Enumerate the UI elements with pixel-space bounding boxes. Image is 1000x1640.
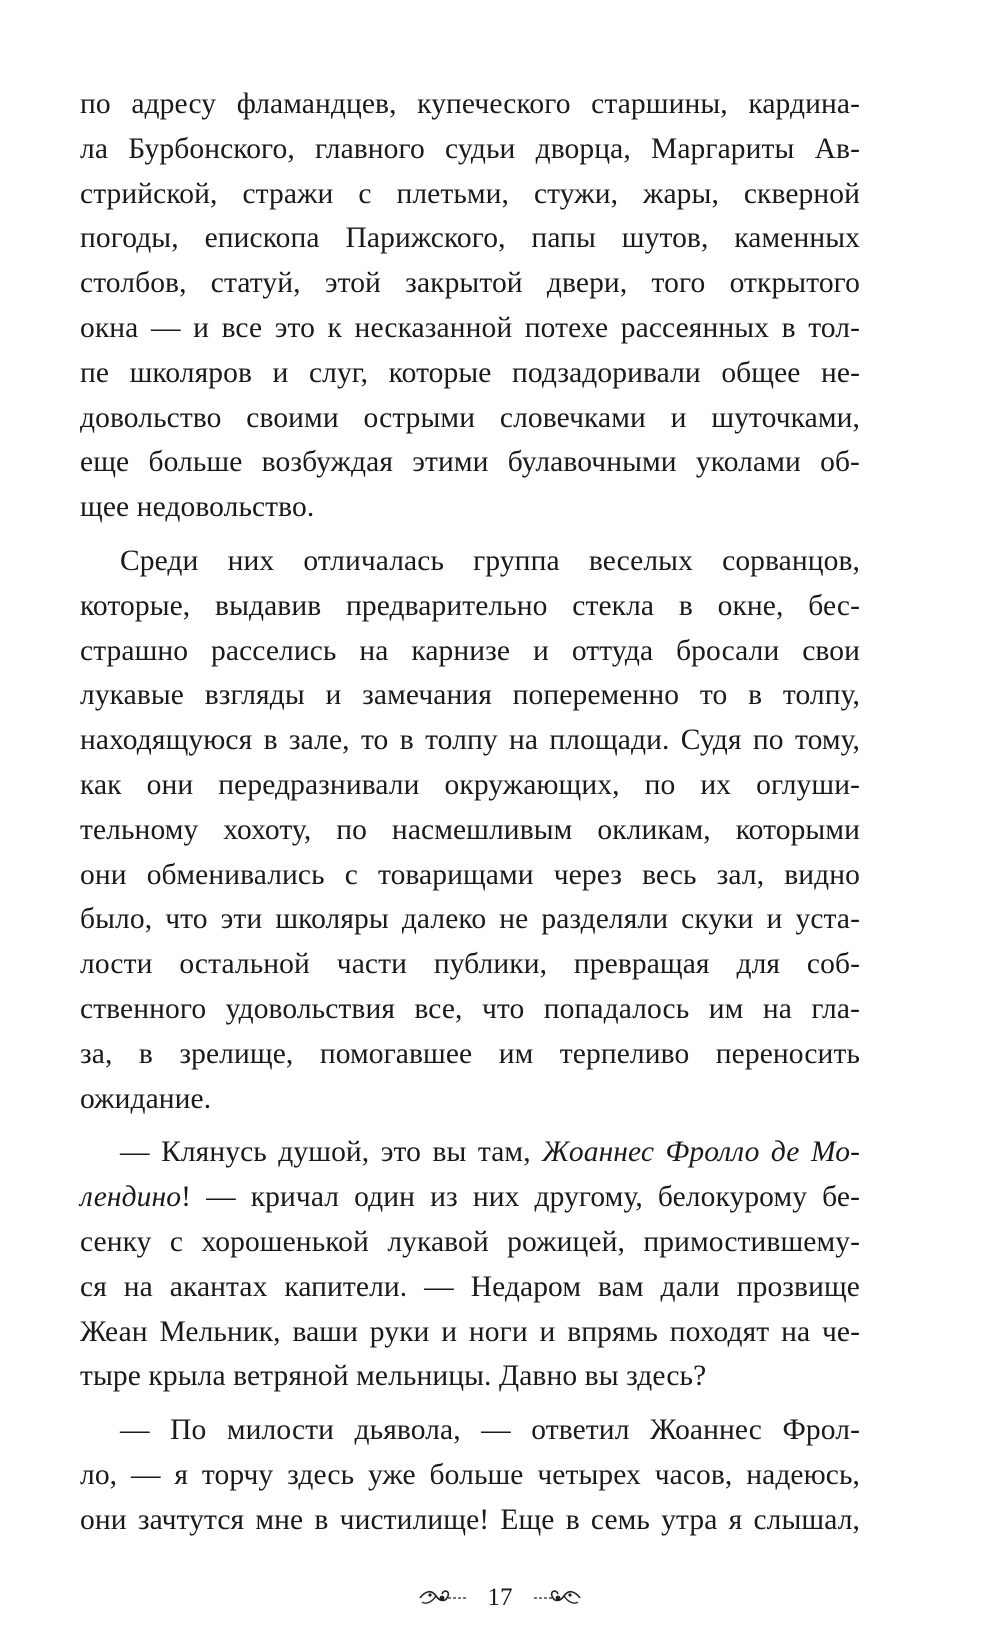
text-line: ло, — я торчу здесь уже больше четырех часов, надеюсь, — [80, 1458, 860, 1491]
text-line: тельному хохоту, по насмешливым окликам, которыми — [80, 813, 860, 846]
text-line — [80, 1175, 860, 1220]
text-line: лости остальной части публики, превращая для соб- — [80, 948, 860, 981]
page-footer — [0, 1580, 1000, 1616]
text-line: страшно расселись на карнизе и оттуда бросали свои — [80, 634, 860, 667]
text-line: ственного удовольствия все, что попадалось им на гла- — [80, 992, 860, 1025]
text-line: пе школяров и слуг, которые подзадоривали общее не- — [80, 356, 860, 389]
text-line: они зачтутся мне в чистилище! Еще в семь утра я слышал, — [80, 1503, 860, 1536]
text-line: находящуюся в зале, то в толпу на площади. Судя по тому, — [80, 724, 860, 757]
page-number: 17 — [487, 1584, 513, 1611]
text-line: как они передразнивали окружающих, по их оглуши- — [80, 768, 860, 801]
text-line: — По милости дьявола, — ответил Жоаннес Фрол- — [120, 1414, 860, 1447]
text-line: ожидание. — [80, 1082, 212, 1115]
text-line: погоды, епископа Парижского, папы шутов, каменных — [80, 222, 860, 255]
text-line: довольство своими острыми словечками и шуточками, — [80, 401, 860, 434]
text-line: Среди них отличалась группа веселых сорванцов, — [120, 544, 860, 577]
text-line: еще больше возбуждая этими булавочными уколами об- — [80, 446, 860, 479]
text-fragment: — Клянусь душой, это вы там, — [120, 1136, 543, 1169]
body-text — [80, 82, 860, 1543]
text-line: по адресу фламандцев, купеческого старшины, кардина- — [80, 88, 860, 120]
text-fragment: ! — кричал один из них другому, белокурому бе- — [181, 1181, 860, 1214]
text-line: ся на акантах капители. — Недаром вам дали прозвище — [80, 1270, 860, 1303]
text-line: лукавые взгляды и замечания попеременно то в толпу, — [80, 679, 860, 712]
italic-name: Жоаннес Фролло де Мо- — [542, 1136, 860, 1169]
text-line: окна — и все это к несказанной потехе рассеянных в тол- — [80, 311, 860, 344]
text-line: которые, выдавив предварительно стекла в окне, бес- — [80, 589, 860, 622]
text-line: щее недовольство. — [80, 491, 315, 524]
text-line: ла Бурбонского, главного судьи дворца, Маргариты Ав- — [80, 132, 860, 165]
text-line: они обменивались с товарищами через весь зал, видно — [80, 858, 860, 891]
floral-ornament-icon — [418, 1587, 470, 1609]
italic-name: лендино — [80, 1181, 182, 1214]
text-line: тыре крыла ветряной мельницы. Давно вы здесь? — [80, 1360, 707, 1393]
text-line: сенку с хорошенькой лукавой рожицей, примостившему- — [80, 1225, 860, 1258]
text-line: за, в зрелище, помогавшее им терпеливо переносить — [80, 1037, 860, 1070]
text-line — [80, 1130, 860, 1175]
text-line: Жеан Мельник, ваши руки и ноги и впрямь походят на че- — [80, 1315, 860, 1348]
text-line: столбов, статуй, этой закрытой двери, того открытого — [80, 267, 860, 300]
floral-ornament-icon — [530, 1587, 582, 1609]
text-line: было, что эти школяры далеко не разделяли скуки и уста- — [80, 903, 860, 936]
text-line: стрийской, стражи с плетьми, стужи, жары, скверной — [80, 177, 860, 210]
